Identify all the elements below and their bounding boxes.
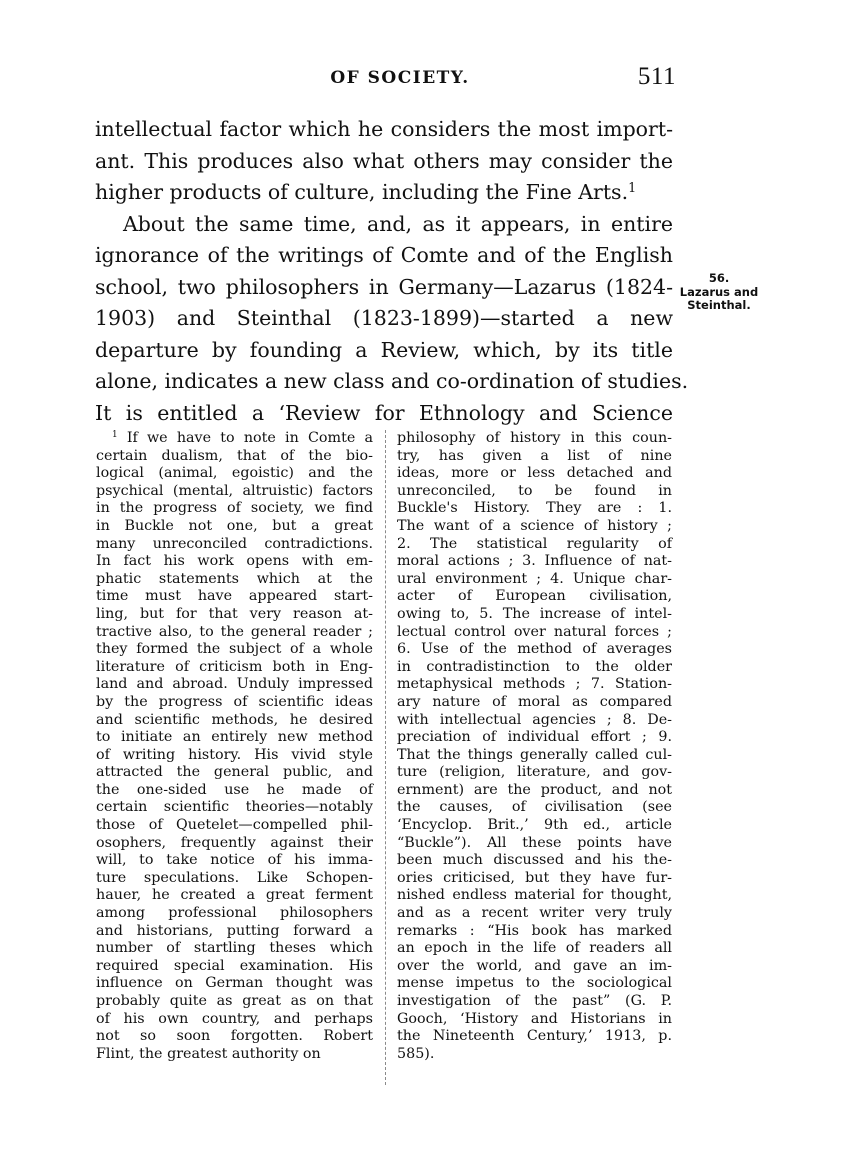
footnote-line: and as a recent writer very truly bbox=[397, 905, 672, 922]
footnote-line: phatic statements which at the bbox=[96, 570, 373, 587]
footnote-line: investigation of the past” (G. P. bbox=[397, 993, 672, 1009]
body-line bbox=[95, 177, 673, 209]
footnote-line: metaphysical methods ; 7. Station- bbox=[397, 676, 672, 693]
footnote-line: ideas, more or less detached and bbox=[397, 465, 672, 482]
footnote-line: 585). bbox=[397, 1045, 435, 1062]
footnote-line: moral actions ; 3. Influence of nat- bbox=[397, 553, 672, 570]
body-line: ignorance of the writings of Comte and of the English bbox=[95, 243, 673, 267]
footnote-line: try, has given a list of nine bbox=[397, 447, 672, 464]
body-line: About the same time, and, as it appears, in entire bbox=[123, 211, 673, 236]
footnote-line: osophers, frequently against their bbox=[96, 834, 373, 851]
footnote-line: remarks : “His book has marked bbox=[397, 922, 672, 939]
footnote-line: Gooch, ‘History and Historians in bbox=[397, 1010, 672, 1027]
footnote-line: ary nature of moral as compared bbox=[397, 693, 672, 710]
footnote-line: Buckle's History. They are : 1. bbox=[397, 500, 672, 517]
footnote bbox=[0, 430, 850, 1080]
footnote-line: mense impetus to the sociological bbox=[397, 975, 672, 992]
footnote-line: the Nineteenth Century,’ 1913, p. bbox=[397, 1028, 672, 1045]
footnote-line: That the things generally called cul- bbox=[397, 746, 672, 763]
footnote-line: preciation of individual effort ; 9. bbox=[397, 729, 672, 746]
footnote-line: among professional philosophers bbox=[96, 905, 373, 922]
footnote-line: ernment) are the product, and not bbox=[397, 781, 672, 798]
running-head bbox=[0, 63, 850, 98]
footnote-line: Flint, the greatest authority on bbox=[96, 1045, 321, 1062]
footnote-line: over the world, and gave an im- bbox=[397, 957, 672, 974]
footnote-left-column bbox=[96, 430, 373, 1063]
footnote-line: an epoch in the life of readers all bbox=[397, 940, 672, 957]
footnote-line: and scientific methods, he desired bbox=[96, 711, 373, 728]
body-line-text: higher products of culture, including the Fine Arts. bbox=[95, 180, 629, 204]
footnote-line: in the progress of society, we find bbox=[96, 500, 373, 517]
main-text bbox=[95, 114, 689, 429]
body-line: ant. This produces also what others may consider the bbox=[95, 148, 673, 173]
footnote-line: influence on German thought was bbox=[96, 975, 373, 992]
footnote-line: certain scientific theories—notably bbox=[96, 799, 373, 816]
footnote-line: of his own country, and perhaps bbox=[96, 1010, 373, 1027]
footnote-line: ture (religion, literature, and gov- bbox=[397, 764, 672, 781]
footnote-line: land and abroad. Unduly impressed bbox=[96, 676, 373, 693]
body-line: 1903) and Steinthal (1823-1899)—started a new bbox=[95, 306, 673, 330]
footnote-line: hauer, he created a great ferment bbox=[96, 887, 373, 904]
body-line: intellectual factor which he considers the most import- bbox=[95, 117, 673, 141]
footnote-line: will, to take notice of his imma- bbox=[96, 852, 373, 869]
footnote-line: The want of a science of history ; bbox=[397, 517, 672, 534]
footnote-line: ling, but for that very reason at- bbox=[96, 605, 373, 622]
footnote-line: acter of European civilisation, bbox=[397, 588, 672, 605]
footnote-line: logical (animal, egoistic) and the bbox=[96, 465, 373, 482]
page-number: 511 bbox=[637, 63, 676, 90]
margin-note bbox=[678, 272, 760, 313]
footnote-line: 6. Use of the method of averages bbox=[397, 641, 672, 658]
footnote-line: owing to, 5. The increase of intel- bbox=[397, 605, 672, 622]
footnote-line: and historians, putting forward a bbox=[96, 922, 373, 939]
footnote-line bbox=[96, 430, 373, 448]
margin-note-line: Steinthal. bbox=[687, 298, 751, 312]
footnote-line: “Buckle”). All these points have bbox=[397, 834, 672, 851]
footnote-line-text: If we have to note in Comte a bbox=[126, 430, 373, 446]
footnote-line: in Buckle not one, but a great bbox=[96, 517, 373, 534]
footnote-line: time must have appeared start- bbox=[96, 588, 373, 605]
body-line: alone, indicates a new class and co-ordination of studies. bbox=[95, 369, 689, 393]
footnote-line: unreconciled, to be found in bbox=[397, 482, 672, 499]
footnote-line: philosophy of history in this coun- bbox=[397, 430, 672, 446]
footnote-line: not so soon forgotten. Robert bbox=[96, 1028, 373, 1045]
body-line: It is entitled a ‘Review for Ethnology and Science bbox=[95, 400, 673, 425]
footnote-line: required special examination. His bbox=[96, 957, 373, 974]
footnote-line: certain dualism, that of the bio- bbox=[96, 447, 373, 464]
footnote-line: of writing history. His vivid style bbox=[96, 746, 373, 763]
footnote-line: in contradistinction to the older bbox=[397, 658, 672, 675]
footnote-line: number of startling theses which bbox=[96, 940, 373, 957]
footnote-line: nished endless material for thought, bbox=[397, 887, 672, 904]
footnote-line: literature of criticism both in Eng- bbox=[96, 658, 373, 675]
margin-note-number: 56. bbox=[708, 271, 730, 285]
footnote-line: the causes, of civilisation (see bbox=[397, 799, 672, 816]
running-title: OF SOCIETY. bbox=[330, 68, 470, 88]
footnote-line: many unreconciled contradictions. bbox=[96, 535, 373, 552]
footnote-line: probably quite as great as on that bbox=[96, 993, 373, 1009]
body-line: school, two philosophers in Germany—Lazarus (1824- bbox=[95, 274, 673, 299]
footnote-right-column bbox=[397, 430, 672, 1063]
footnote-line: psychical (mental, altruistic) factors bbox=[96, 482, 373, 499]
footnote-line: they formed the subject of a whole bbox=[96, 641, 373, 658]
margin-note-line: Lazarus and bbox=[679, 284, 759, 299]
footnote-line: 2. The statistical regularity of bbox=[397, 535, 672, 552]
footnote-line: lectual control over natural forces ; bbox=[397, 623, 672, 640]
footnote-marker: 1 bbox=[112, 430, 118, 441]
footnote-line: ture speculations. Like Schopen- bbox=[96, 869, 373, 886]
footnote-line: the one-sided use he made of bbox=[96, 781, 373, 798]
footnote-line: those of Quetelet—compelled phil- bbox=[96, 817, 373, 834]
column-divider bbox=[385, 430, 387, 1085]
footnote-line: ural environment ; 4. Unique char- bbox=[397, 570, 672, 587]
footnote-line: tractive also, to the general reader ; bbox=[96, 623, 373, 640]
body-line: departure by founding a Review, which, by its title bbox=[95, 337, 673, 362]
footnote-reference: 1 bbox=[628, 180, 637, 196]
footnote-line: been much discussed and his the- bbox=[397, 852, 672, 869]
footnote-line: ories criticised, but they have fur- bbox=[397, 869, 672, 886]
footnote-line: with intellectual agencies ; 8. De- bbox=[397, 711, 672, 728]
footnote-line: In fact his work opens with em- bbox=[96, 553, 373, 570]
footnote-line: by the progress of scientific ideas bbox=[96, 693, 373, 710]
footnote-line: ‘Encyclop. Brit.,’ 9th ed., article bbox=[397, 817, 672, 834]
footnote-line: attracted the general public, and bbox=[96, 764, 373, 781]
footnote-line: to initiate an entirely new method bbox=[96, 729, 373, 746]
